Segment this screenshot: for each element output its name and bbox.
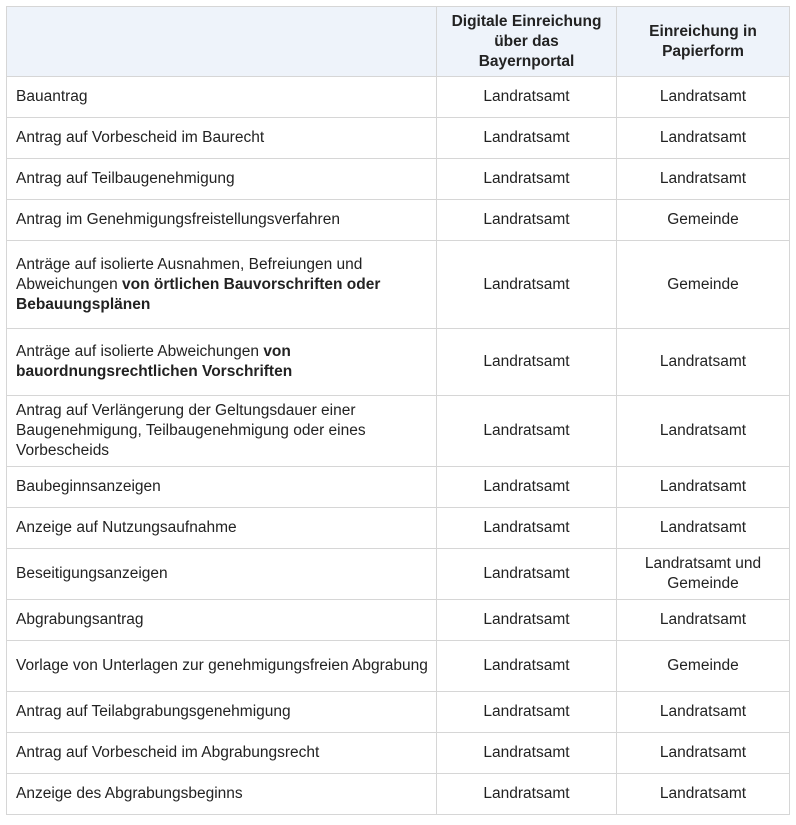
digital-authority-cell: Landratsamt: [437, 600, 617, 641]
paper-authority-cell: Landratsamt: [617, 329, 790, 396]
digital-authority-cell: Landratsamt: [437, 692, 617, 733]
header-digital-submission: Digitale Einreichung über das Bayernportal: [437, 7, 617, 77]
digital-authority-cell: Landratsamt: [437, 77, 617, 118]
table-row: [7, 329, 790, 396]
procedure-text-bold: von örtlichen Bauvorschriften oder Bebauungsplänen: [16, 275, 381, 313]
procedure-cell: [7, 508, 437, 549]
procedure-text: Antrag auf Teilbaugenehmigung: [16, 170, 235, 187]
digital-authority-cell: Landratsamt: [437, 159, 617, 200]
table-row: [7, 692, 790, 733]
digital-authority-cell: Landratsamt: [437, 549, 617, 600]
paper-authority-cell: Landratsamt: [617, 774, 790, 815]
table-row: [7, 549, 790, 600]
procedure-cell: [7, 600, 437, 641]
table-row: [7, 396, 790, 467]
paper-authority-cell: Landratsamt: [617, 77, 790, 118]
table-row: [7, 77, 790, 118]
submission-table: [6, 6, 790, 815]
digital-authority-cell: Landratsamt: [437, 508, 617, 549]
digital-authority-cell: Landratsamt: [437, 733, 617, 774]
procedure-cell: [7, 467, 437, 508]
table-row: [7, 159, 790, 200]
procedure-cell: [7, 329, 437, 396]
procedure-cell: [7, 77, 437, 118]
procedure-text: Antrag im Genehmigungsfreistellungsverfahren: [16, 211, 340, 228]
paper-authority-cell: Landratsamt: [617, 467, 790, 508]
procedure-text: Anzeige des Abgrabungsbeginns: [16, 785, 243, 802]
table-row: [7, 733, 790, 774]
digital-authority-cell: Landratsamt: [437, 329, 617, 396]
digital-authority-cell: Landratsamt: [437, 467, 617, 508]
table-row: [7, 200, 790, 241]
procedure-cell: [7, 159, 437, 200]
procedure-text: Antrag auf Vorbescheid im Baurecht: [16, 129, 265, 146]
table-row: [7, 118, 790, 159]
procedure-text: Anträge auf isolierte Abweichungen: [16, 343, 264, 360]
procedure-cell: [7, 200, 437, 241]
procedure-text-bold: von bauordnungsrechtlichen Vorschriften: [16, 343, 293, 380]
procedure-cell: [7, 549, 437, 600]
digital-authority-cell: Landratsamt: [437, 118, 617, 159]
header-row: [7, 7, 790, 77]
paper-authority-cell: Landratsamt: [617, 118, 790, 159]
table-row: [7, 600, 790, 641]
paper-authority-cell: Landratsamt: [617, 733, 790, 774]
procedure-text: Baubeginnsanzeigen: [16, 478, 161, 495]
procedure-cell: [7, 733, 437, 774]
procedure-cell: [7, 118, 437, 159]
procedure-text: Anzeige auf Nutzungsaufnahme: [16, 519, 237, 536]
procedure-cell: [7, 641, 437, 692]
procedure-text: Antrag auf Vorbescheid im Abgrabungsrecht: [16, 744, 320, 761]
paper-authority-cell: Landratsamt: [617, 692, 790, 733]
procedure-cell: [7, 241, 437, 329]
digital-authority-cell: Landratsamt: [437, 396, 617, 467]
procedure-text: Abgrabungsantrag: [16, 611, 144, 628]
table-row: [7, 241, 790, 329]
table-row: [7, 508, 790, 549]
table-row: [7, 467, 790, 508]
table-row: [7, 641, 790, 692]
digital-authority-cell: Landratsamt: [437, 241, 617, 329]
paper-authority-cell: Landratsamt: [617, 159, 790, 200]
procedure-cell: [7, 692, 437, 733]
paper-authority-cell: Gemeinde: [617, 641, 790, 692]
procedure-text: Anträge auf isolierte Ausnahmen, Befreiungen und Abweichungen: [16, 255, 363, 293]
paper-authority-cell: Landratsamt und Gemeinde: [617, 549, 790, 600]
procedure-text: Antrag auf Teilabgrabungsgenehmigung: [16, 703, 291, 720]
paper-authority-cell: Landratsamt: [617, 396, 790, 467]
digital-authority-cell: Landratsamt: [437, 641, 617, 692]
header-procedure: [7, 7, 437, 77]
paper-authority-cell: Gemeinde: [617, 241, 790, 329]
procedure-cell: [7, 396, 437, 467]
table-row: [7, 774, 790, 815]
procedure-cell: [7, 774, 437, 815]
paper-authority-cell: Gemeinde: [617, 200, 790, 241]
procedure-text: Bauantrag: [16, 88, 88, 105]
procedure-text: Vorlage von Unterlagen zur genehmigungsfreien Abgrabung: [16, 657, 428, 674]
header-paper-submission: Einreichung in Papierform: [617, 7, 790, 77]
procedure-text: Antrag auf Verlängerung der Geltungsdauer einer Baugenehmigung, Teilbaugenehmigung oder eines Vorbescheids: [16, 402, 366, 459]
digital-authority-cell: Landratsamt: [437, 200, 617, 241]
paper-authority-cell: Landratsamt: [617, 600, 790, 641]
digital-authority-cell: Landratsamt: [437, 774, 617, 815]
procedure-text: Beseitigungsanzeigen: [16, 565, 168, 582]
paper-authority-cell: Landratsamt: [617, 508, 790, 549]
